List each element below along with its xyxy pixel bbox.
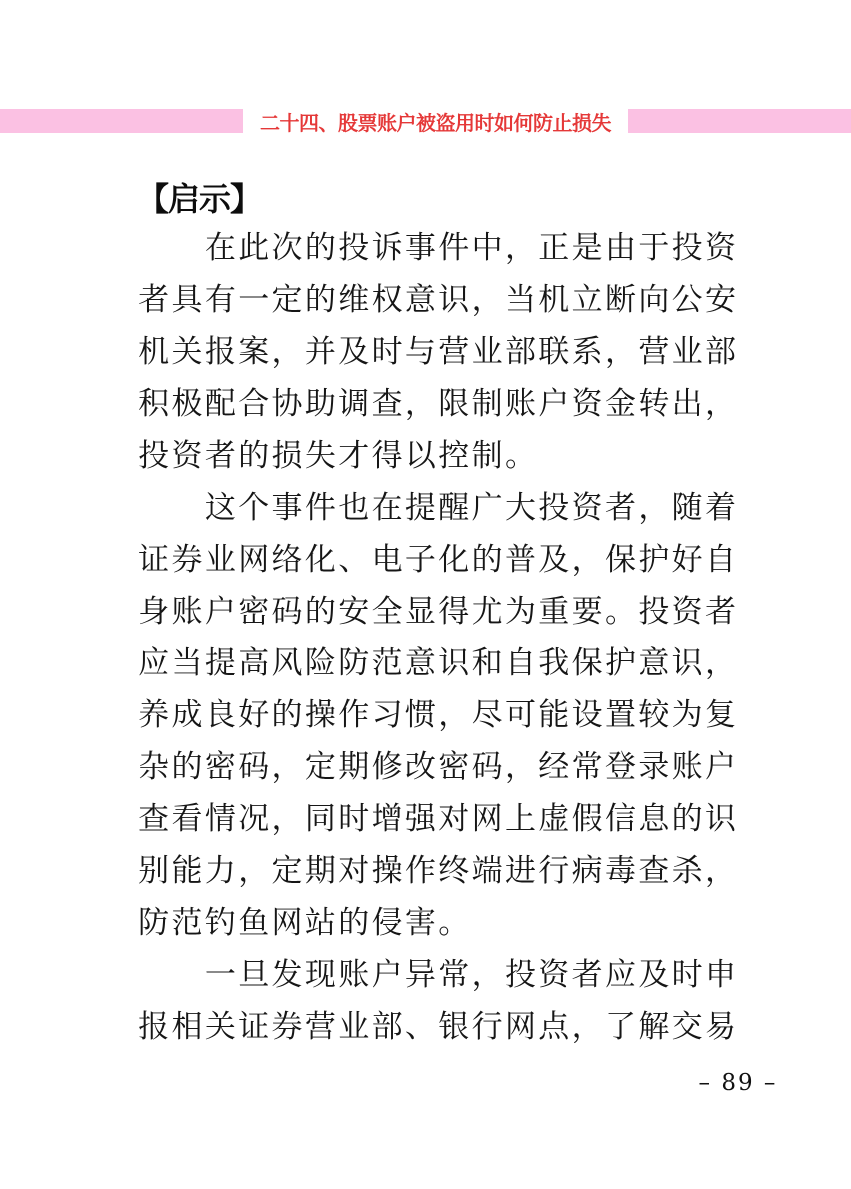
- text-line: 养 成 良 好 的 操 作 习 惯 ， 尽 可 能 设 置 较 为 复: [138, 697, 737, 734]
- header-band-left: [0, 109, 243, 133]
- chapter-title: 二十四、股票账户被盗用时如何防止损失: [260, 110, 611, 135]
- text-line: 机 关 报 案 ， 并 及 时 与 营 业 部 联 系 ， 营 业 部: [138, 334, 737, 371]
- text-line: 别 能 力 ， 定 期 对 操 作 终 端 进 行 病 毒 查 杀 ，: [138, 853, 737, 890]
- text-line: 者 具 有 一 定 的 维 权 意 识 ， 当 机 立 断 向 公 安: [138, 282, 737, 319]
- text-line: 报 相 关 证 券 营 业 部 、 银 行 网 点 ， 了 解 交 易: [138, 1008, 737, 1045]
- text-line: 身 账 户 密 码 的 安 全 显 得 尤 为 重 要 。 投 资 者: [138, 593, 737, 630]
- header-band-right: [628, 109, 851, 133]
- text-line: 杂 的 密 码 ， 定 期 修 改 密 码 ， 经 常 登 录 账 户: [138, 749, 737, 786]
- text-line: 应 当 提 高 风 险 防 范 意 识 和 自 我 保 护 意 识 ，: [138, 645, 737, 682]
- text-line: 投 资 者 的 损 失 才 得 以 控 制 。: [138, 437, 536, 474]
- section-heading: 【启示】: [137, 179, 262, 218]
- text-line: 一 旦 发 现 账 户 异 常 ， 投 资 者 应 及 时 申: [204, 956, 737, 993]
- text-line: 防 范 钓 鱼 网 站 的 侵 害 。: [138, 904, 470, 941]
- text-line: 这 个 事 件 也 在 提 醒 广 大 投 资 者 ， 随 着: [204, 489, 737, 526]
- text-line: 积 极 配 合 协 助 调 查 ， 限 制 账 户 资 金 转 出 ，: [138, 386, 737, 422]
- body-text-block: [137, 171, 738, 1053]
- text-line: 查 看 情 况 ， 同 时 增 强 对 网 上 虚 假 信 息 的 识: [138, 801, 737, 838]
- text-line: 证 券 业 网 络 化 、 电 子 化 的 普 及 ， 保 护 好 自: [138, 541, 737, 578]
- page-number: – 89 –: [698, 1070, 778, 1096]
- text-line: 在 此 次 的 投 诉 事 件 中 ， 正 是 由 于 投 资: [204, 230, 737, 267]
